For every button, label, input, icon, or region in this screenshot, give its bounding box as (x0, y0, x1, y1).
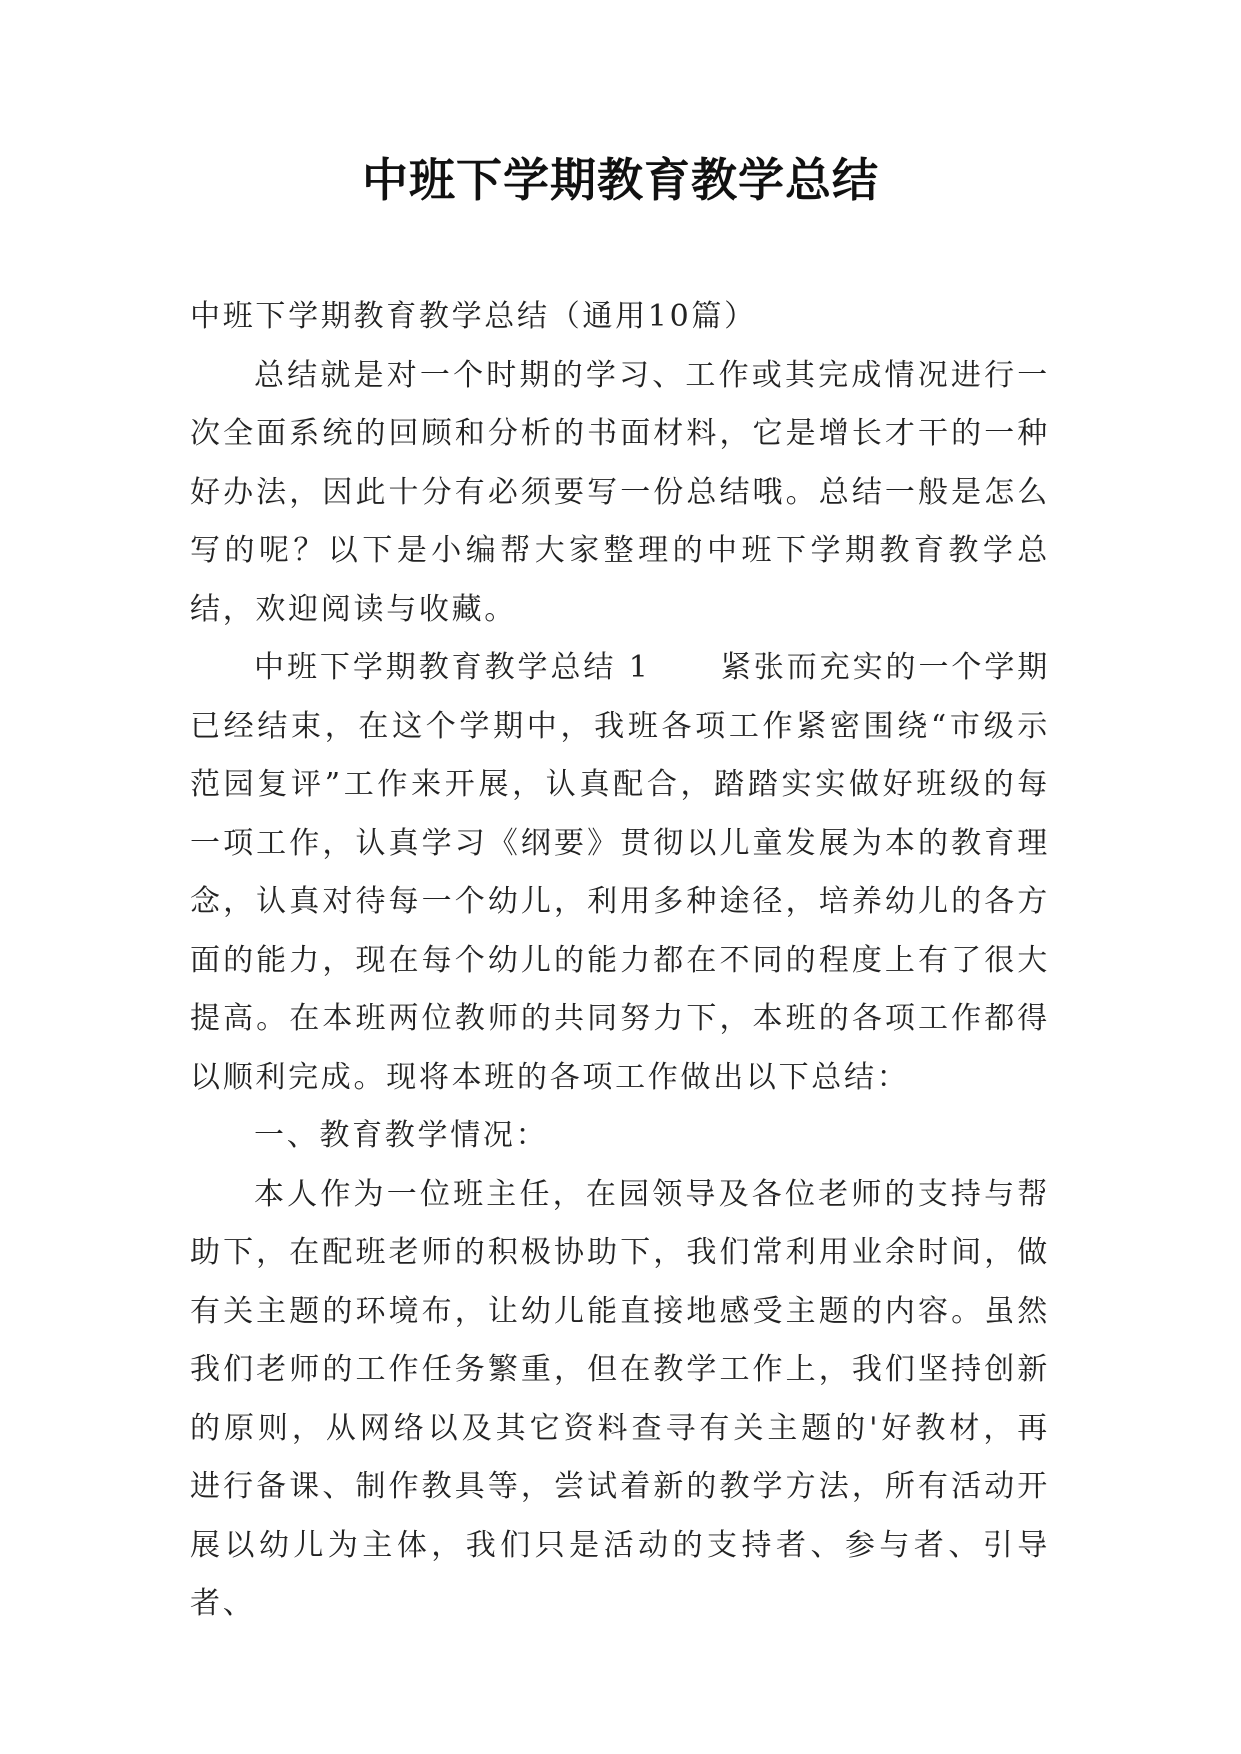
document-subtitle: 中班下学期教育教学总结（通用10篇） (190, 299, 757, 334)
section-1-paragraph (190, 639, 1050, 1107)
intro-paragraph: 总结就是对一个时期的学习、工作或其完成情况进行一次全面系统的回顾和分析的书面材料，它是增长才干的一种好办法，因此十分有必须要写一份总结哦。总结一般是怎么写的呢？以下是小编帮大家整理的中班下学期教育教学总结，欢迎阅读与收藏。 (190, 357, 1050, 627)
section-1-text: 紧张而充实的一个学期已经结束，在这个学期中，我班各项工作紧密围绕“市级示范园复评”工作来开展，认真配合，踏踏实实做好班级的每一项工作，认真学习《纲要》贯彻以儿童发展为本的教育理念，认真对待每一个幼儿，利用多种途径，培养幼儿的各方面的能力，现在每个幼儿的能力都在不同的程度上有了很大提高。在本班两位教师的共同努力下，本班的各项工作都得以顺利完成。现将本班的各项工作做出以下总结： (190, 650, 1051, 1095)
teaching-paragraph: 本人作为一位班主任，在园领导及各位老师的支持与帮助下，在配班老师的积极协助下，我们常利用业余时间，做有关主题的环境布，让幼儿能直接地感受主题的内容。虽然我们老师的工作任务繁重，但在教学工作上，我们坚持创新的原则，从网络以及其它资料查寻有关主题的'好教材，再进行备课、制作教具等，尝试着新的教学方法，所有活动开展以幼儿为主体，我们只是活动的支持者、参与者、引导者、 (190, 1176, 1050, 1621)
subheading-teaching: 一、教育教学情况： (254, 1118, 549, 1153)
document-body (190, 288, 1050, 1634)
section-1-heading: 中班下学期教育教学总结 1 (254, 650, 651, 685)
document-title: 中班下学期教育教学总结 (362, 153, 879, 207)
